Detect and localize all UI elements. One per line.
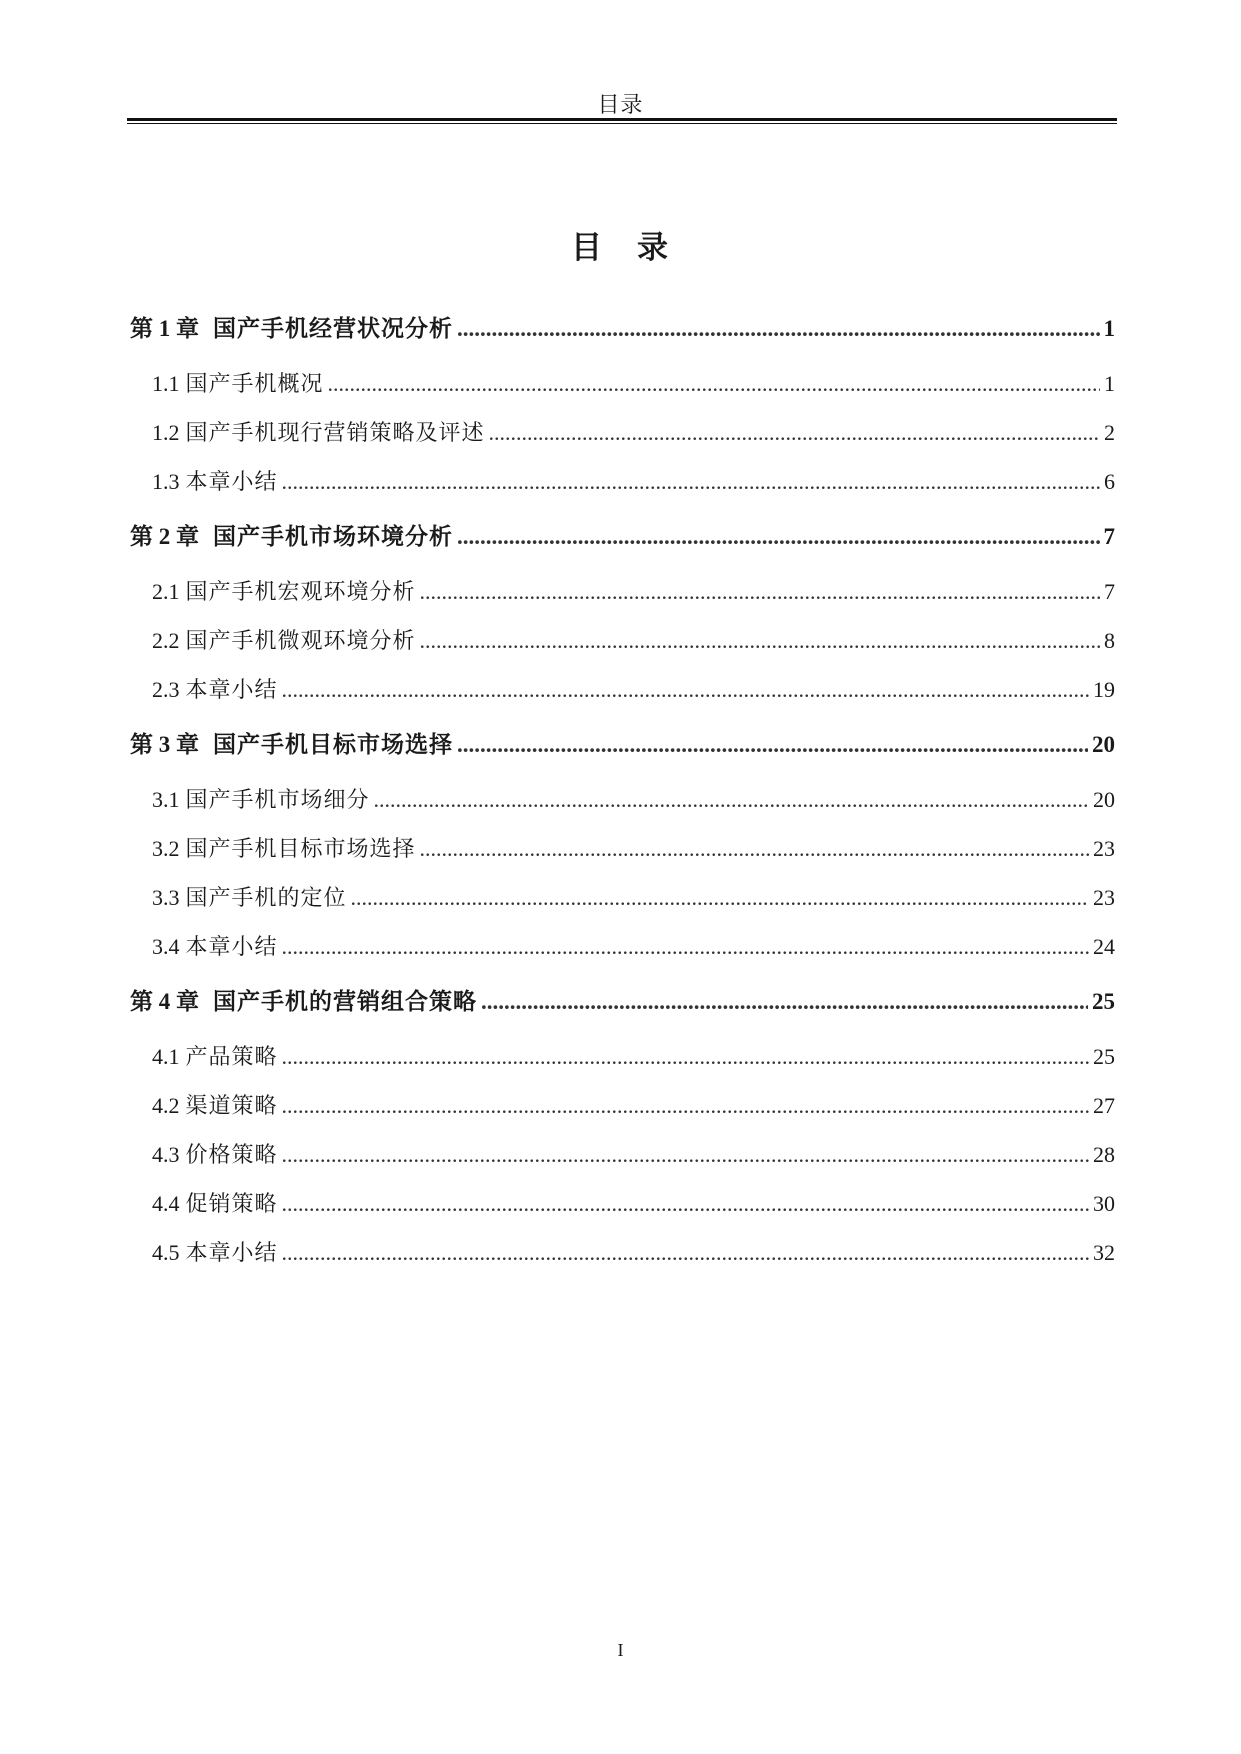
page-number: I (617, 1640, 624, 1660)
toc-section-entry[interactable] (130, 616, 1115, 665)
toc-dot-leader (282, 1228, 1089, 1277)
toc-entry-page: 7 (1103, 524, 1115, 549)
toc-entry-page: 27 (1093, 1093, 1115, 1118)
toc-dot-leader (351, 873, 1089, 922)
toc-chapter-entry[interactable] (130, 298, 1115, 359)
toc-entry-page: 30 (1093, 1191, 1115, 1216)
toc-section-entry[interactable] (130, 1179, 1115, 1228)
toc-dot-leader (328, 359, 1100, 408)
toc-section-entry[interactable] (130, 775, 1115, 824)
header-rule (127, 118, 1117, 124)
toc-section-entry[interactable] (130, 1130, 1115, 1179)
toc-entry-number: 4.2 (152, 1093, 180, 1118)
toc-entry-page: 7 (1104, 579, 1115, 604)
toc-entry-title: 价格策略 (185, 1142, 278, 1167)
running-header: 目录 (597, 92, 644, 117)
toc-chapter-entry[interactable] (130, 971, 1115, 1032)
toc-section-entry[interactable] (130, 922, 1115, 971)
toc-section-entry[interactable] (130, 873, 1115, 922)
toc-dot-leader (481, 971, 1088, 1032)
toc-entry-title: 本章小结 (185, 1240, 278, 1265)
toc-entry-number: 第 1 章 (130, 316, 199, 341)
toc-entry-page: 23 (1093, 836, 1115, 861)
toc-dot-leader (282, 1032, 1089, 1081)
toc-entry-page: 28 (1093, 1142, 1115, 1167)
toc-entry-title: 国产手机的定位 (185, 885, 347, 910)
toc-dot-leader (457, 298, 1100, 359)
toc-section-entry[interactable] (130, 457, 1115, 506)
toc-dot-leader (457, 714, 1088, 775)
toc-dot-leader (282, 1179, 1089, 1228)
toc-section-entry[interactable] (130, 1081, 1115, 1130)
toc-entry-title: 国产手机的营销组合策略 (213, 989, 477, 1014)
toc-dot-leader (374, 775, 1089, 824)
toc-entry-title: 本章小结 (185, 469, 278, 494)
toc-section-entry[interactable] (130, 1032, 1115, 1081)
toc-entry-number: 3.4 (152, 934, 180, 959)
toc-entry-page: 19 (1093, 677, 1115, 702)
toc-chapter-entry[interactable] (130, 714, 1115, 775)
toc-title: 目 录 (571, 230, 670, 265)
toc-dot-leader (420, 567, 1100, 616)
toc-entry-title: 本章小结 (185, 934, 278, 959)
toc-section-entry[interactable] (130, 408, 1115, 457)
toc-entry-title: 国产手机概况 (185, 371, 324, 396)
toc-entry-title: 国产手机经营状况分析 (213, 316, 453, 341)
toc-entry-page: 20 (1093, 787, 1115, 812)
toc-entry-title: 渠道策略 (185, 1093, 278, 1118)
toc-entry-page: 24 (1093, 934, 1115, 959)
toc-entry-title: 国产手机宏观环境分析 (185, 579, 416, 604)
toc-dot-leader (282, 922, 1089, 971)
table-of-contents (130, 298, 1115, 1277)
toc-section-entry[interactable] (130, 1228, 1115, 1277)
toc-entry-number: 4.5 (152, 1240, 180, 1265)
toc-dot-leader (457, 506, 1100, 567)
toc-entry-title: 国产手机目标市场选择 (213, 732, 453, 757)
toc-entry-page: 32 (1093, 1240, 1115, 1265)
toc-section-entry[interactable] (130, 665, 1115, 714)
toc-entry-page: 23 (1093, 885, 1115, 910)
toc-entry-number: 2.1 (152, 579, 180, 604)
toc-section-entry[interactable] (130, 567, 1115, 616)
toc-entry-title: 国产手机微观环境分析 (185, 628, 416, 653)
toc-entry-page: 1 (1104, 371, 1115, 396)
toc-entry-page: 8 (1104, 628, 1115, 653)
toc-dot-leader (282, 457, 1100, 506)
toc-dot-leader (489, 408, 1100, 457)
toc-entry-number: 1.3 (152, 469, 180, 494)
toc-entry-title: 国产手机市场细分 (185, 787, 370, 812)
toc-entry-title: 国产手机现行营销策略及评述 (185, 420, 485, 445)
toc-dot-leader (420, 616, 1100, 665)
toc-dot-leader (420, 824, 1089, 873)
toc-dot-leader (282, 1081, 1089, 1130)
toc-entry-page: 1 (1103, 316, 1115, 341)
toc-chapter-entry[interactable] (130, 506, 1115, 567)
toc-entry-number: 4.3 (152, 1142, 180, 1167)
toc-entry-title: 国产手机目标市场选择 (185, 836, 416, 861)
toc-entry-number: 1.1 (152, 371, 180, 396)
toc-entry-title: 产品策略 (185, 1044, 278, 1069)
toc-entry-number: 2.3 (152, 677, 180, 702)
toc-section-entry[interactable] (130, 824, 1115, 873)
toc-entry-number: 4.1 (152, 1044, 180, 1069)
toc-entry-page: 2 (1104, 420, 1115, 445)
toc-dot-leader (282, 665, 1089, 714)
toc-entry-number: 1.2 (152, 420, 180, 445)
toc-entry-title: 本章小结 (185, 677, 278, 702)
toc-entry-title: 国产手机市场环境分析 (213, 524, 453, 549)
toc-entry-page: 25 (1093, 1044, 1115, 1069)
toc-dot-leader (282, 1130, 1089, 1179)
toc-entry-page: 6 (1104, 469, 1115, 494)
toc-entry-number: 第 2 章 (130, 524, 199, 549)
toc-entry-number: 3.1 (152, 787, 180, 812)
toc-entry-page: 20 (1092, 732, 1115, 757)
toc-entry-page: 25 (1092, 989, 1115, 1014)
toc-entry-number: 3.2 (152, 836, 180, 861)
toc-entry-number: 2.2 (152, 628, 180, 653)
toc-entry-title: 促销策略 (185, 1191, 278, 1216)
toc-entry-number: 第 3 章 (130, 732, 199, 757)
toc-section-entry[interactable] (130, 359, 1115, 408)
toc-entry-number: 第 4 章 (130, 989, 199, 1014)
toc-entry-number: 4.4 (152, 1191, 180, 1216)
toc-entry-number: 3.3 (152, 885, 180, 910)
